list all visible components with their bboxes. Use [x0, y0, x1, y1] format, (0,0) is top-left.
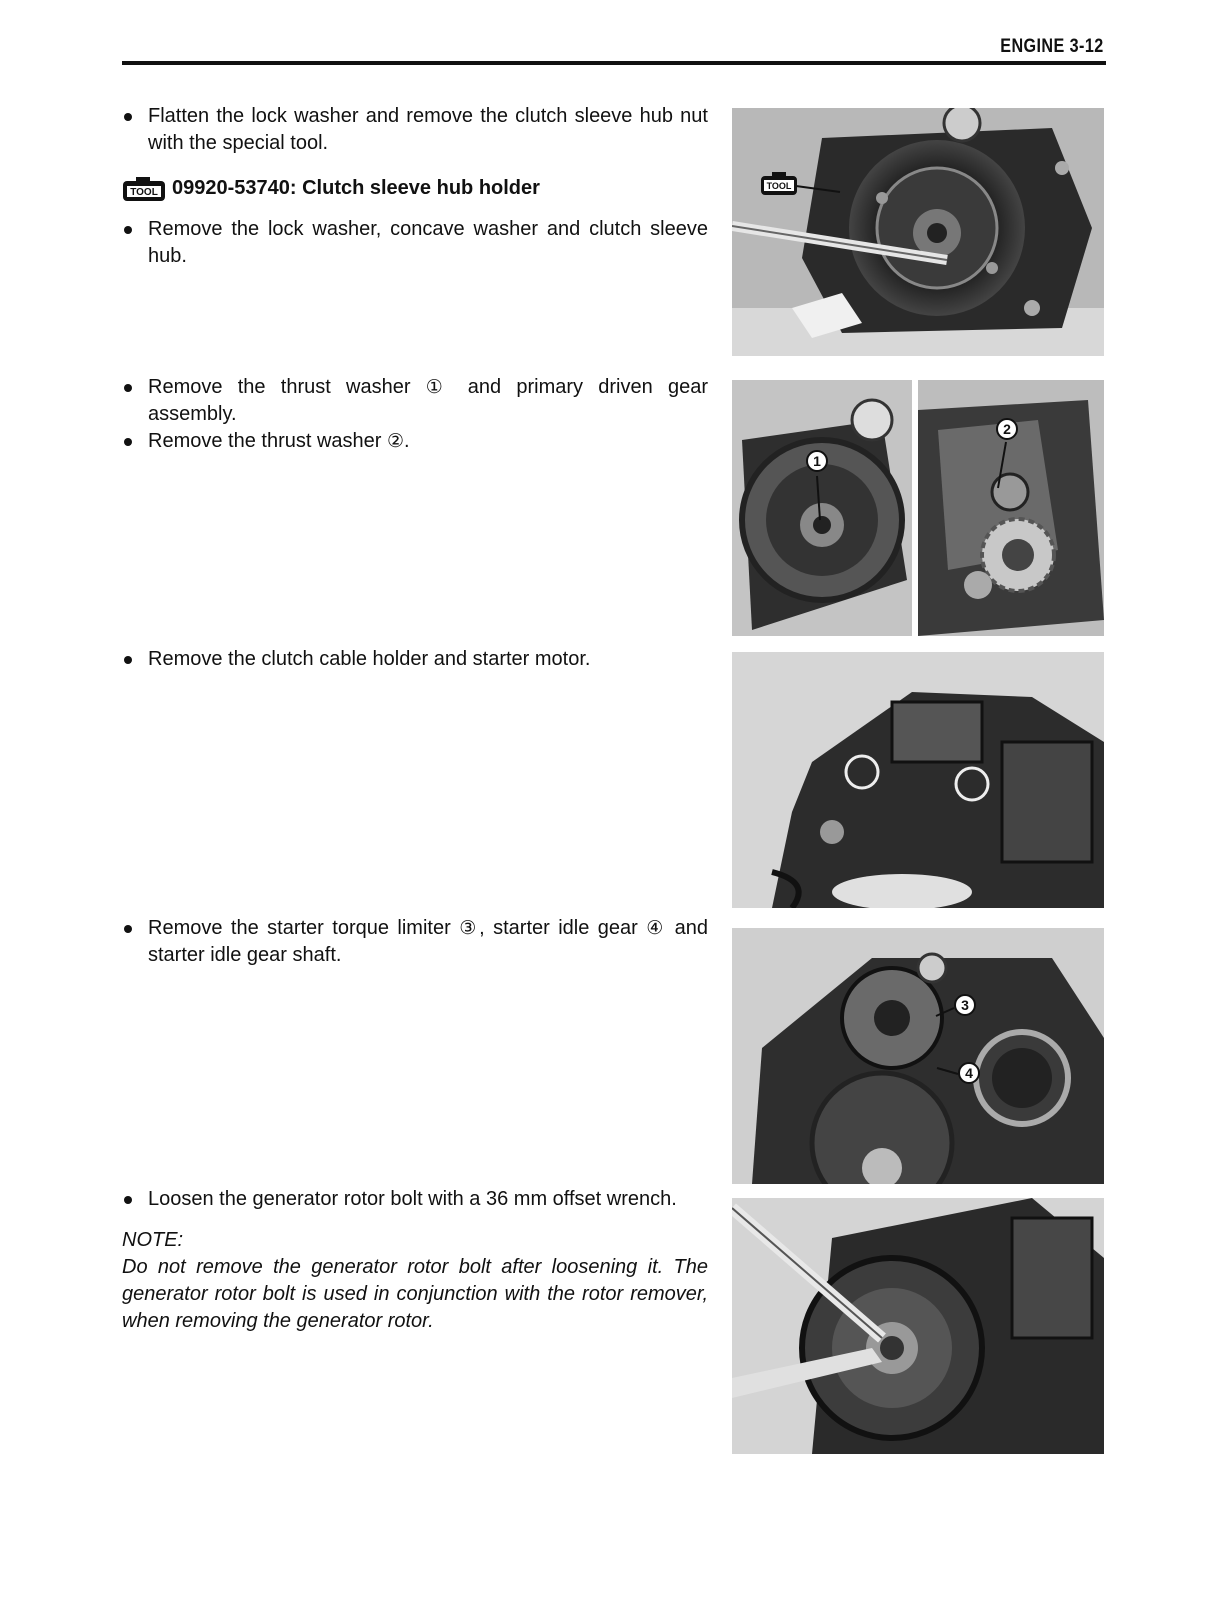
photo-thrust-washer-left [732, 380, 912, 636]
photo-tool-badge-text: TOOL [766, 181, 792, 191]
step-2-bullet-1-pre: Remove the thrust washer [148, 376, 426, 398]
photo-generator-rotor-bolt [732, 1198, 1104, 1454]
photo-callout-2: 2 [996, 418, 1018, 440]
step-2 [122, 374, 708, 455]
photo-callout-3: 3 [954, 994, 976, 1016]
note-body: Do not remove the generator rotor bolt after loosening it. The generator rotor bolt is used in conjunction with the rotor remover, when removing the generator rotor. [122, 1256, 708, 1332]
step-2-bullet-1-post: and primary driven gear assembly. [148, 376, 708, 425]
photo-callout-4: 4 [958, 1062, 980, 1084]
special-tool-line [122, 175, 708, 202]
photo-starter-motor [732, 652, 1104, 908]
step-4-bullet [122, 915, 708, 969]
step-4-pre: Remove the starter torque limiter [148, 917, 460, 939]
step-3-bullet: Remove the clutch cable holder and starter motor. [122, 646, 708, 673]
step-2-bullet-2-pre: Remove the thrust washer [148, 430, 387, 452]
step-1-bullet-after: Remove the lock washer, concave washer and clutch sleeve hub. [122, 216, 708, 270]
step-4-post: and starter idle gear shaft. [148, 917, 708, 966]
photo-tool-badge-icon [760, 172, 798, 196]
photo-thrust-washer-right [918, 380, 1104, 636]
callout-ref-2: ② [387, 430, 405, 452]
page-header-label: ENGINE 3-12 [1000, 36, 1104, 57]
step-2-bullet-1 [122, 374, 708, 428]
special-tool-text: 09920-53740: Clutch sleeve hub holder [172, 177, 540, 199]
photo-callout-1: 1 [806, 450, 828, 472]
step-5 [122, 1186, 708, 1335]
tool-icon [122, 176, 166, 202]
step-2-bullet-2-post: . [404, 430, 410, 452]
step-2-bullet-2 [122, 428, 708, 455]
step-3 [122, 646, 708, 673]
callout-ref-3: ③ [459, 917, 480, 939]
header-rule [122, 61, 1106, 65]
callout-ref-1: ① [425, 376, 453, 398]
step-4 [122, 915, 708, 969]
callout-ref-4: ④ [646, 917, 667, 939]
svg-text:TOOL: TOOL [130, 186, 158, 198]
photo-starter-torque-limiter [732, 928, 1104, 1184]
step-1 [122, 103, 708, 270]
photo-clutch-sleeve-hub-holder [732, 108, 1104, 356]
step-5-bullet: Loosen the generator rotor bolt with a 36 mm offset wrench. [122, 1186, 708, 1213]
note-title: NOTE: [122, 1229, 184, 1251]
step-4-mid: , starter idle gear [479, 917, 647, 939]
step-1-bullet: Flatten the lock washer and remove the clutch sleeve hub nut with the special tool. [122, 103, 708, 157]
